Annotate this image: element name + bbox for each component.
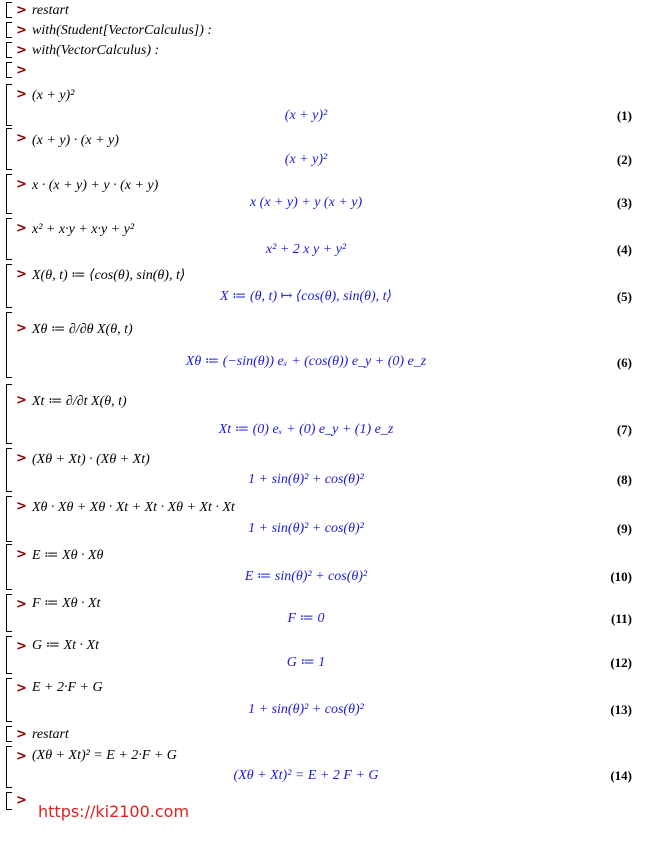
equation-label: (6) xyxy=(616,355,632,370)
prompt-icon: > xyxy=(16,597,27,612)
output-line: Xθ ≔ (−sin(θ)) eₓ + (cos(θ)) e_y + (0) e_z xyxy=(185,354,427,369)
input-line[interactable]: Xt ≔ ∂/∂t X(θ, t) xyxy=(32,394,127,409)
group-bracket xyxy=(6,726,12,742)
prompt-icon: > xyxy=(16,547,27,562)
input-line[interactable]: E + 2·F + G xyxy=(32,680,103,695)
exec-group-9[interactable] xyxy=(6,264,636,308)
group-bracket xyxy=(6,42,12,58)
output-line: x (x + y) + y (x + y) xyxy=(249,195,363,210)
prompt-icon: > xyxy=(16,3,27,18)
output-line: F ≔ 0 xyxy=(287,611,325,626)
prompt-icon: > xyxy=(16,639,27,654)
input-line[interactable]: (x + y) · (x + y) xyxy=(32,133,119,148)
equation-label: (12) xyxy=(610,655,632,670)
output-line: 1 + sin(θ)² + cos(θ)² xyxy=(248,521,364,536)
equation-label: (8) xyxy=(616,472,632,487)
prompt-icon: > xyxy=(16,23,27,38)
equation-label: (4) xyxy=(616,242,632,257)
exec-group-13[interactable] xyxy=(6,496,636,542)
prompt-icon: > xyxy=(16,63,27,78)
group-bracket xyxy=(6,2,12,18)
exec-group-3[interactable] xyxy=(6,42,636,58)
output-line: E ≔ sin(θ)² + cos(θ)² xyxy=(244,569,368,584)
exec-group-11[interactable] xyxy=(6,384,636,444)
prompt-icon: > xyxy=(16,681,27,696)
exec-group-5[interactable] xyxy=(6,84,636,126)
output-line: (x + y)² xyxy=(284,108,328,123)
equation-label: (1) xyxy=(616,108,632,123)
input-line[interactable]: (Xθ + Xt)² = E + 2·F + G xyxy=(32,748,177,763)
watermark-link[interactable]: https://ki2100.com xyxy=(38,802,190,821)
exec-group-6[interactable] xyxy=(6,128,636,170)
prompt-icon: > xyxy=(16,793,27,808)
exec-group-2[interactable] xyxy=(6,22,636,38)
output-line: x² + 2 x y + y² xyxy=(265,242,347,257)
exec-group-4[interactable] xyxy=(6,62,636,78)
group-bracket xyxy=(6,792,12,810)
prompt-icon: > xyxy=(16,221,27,236)
equation-label: (10) xyxy=(610,569,632,584)
equation-label: (14) xyxy=(610,768,632,783)
input-line[interactable]: restart xyxy=(32,727,69,742)
prompt-icon: > xyxy=(16,267,27,282)
input-line[interactable]: x² + x·y + x·y + y² xyxy=(32,222,135,237)
equation-label: (11) xyxy=(611,611,632,626)
output-line: X ≔ (θ, t) ↦ ⟨cos(θ), sin(θ), t⟩ xyxy=(219,289,393,304)
prompt-icon: > xyxy=(16,749,27,764)
input-line[interactable]: G ≔ Xt · Xt xyxy=(32,638,99,653)
exec-group-17[interactable] xyxy=(6,678,636,722)
prompt-icon: > xyxy=(16,499,27,514)
input-line[interactable]: (x + y)² xyxy=(32,88,75,103)
input-line[interactable]: with(Student[VectorCalculus]) : xyxy=(32,23,213,38)
exec-group-14[interactable] xyxy=(6,544,636,590)
exec-group-1[interactable] xyxy=(6,2,636,18)
input-line[interactable]: with(VectorCalculus) : xyxy=(32,43,160,58)
group-bracket xyxy=(6,62,12,78)
equation-label: (7) xyxy=(616,422,632,437)
exec-group-19[interactable] xyxy=(6,746,636,788)
exec-group-7[interactable] xyxy=(6,174,636,214)
output-line: 1 + sin(θ)² + cos(θ)² xyxy=(248,472,364,487)
equation-label: (5) xyxy=(616,289,632,304)
equation-label: (13) xyxy=(610,702,632,717)
equation-label: (9) xyxy=(616,521,632,536)
input-line[interactable]: restart xyxy=(32,3,69,18)
output-line: (x + y)² xyxy=(284,152,328,167)
exec-group-16[interactable] xyxy=(6,636,636,674)
output-line: Xt ≔ (0) eₓ + (0) e_y + (1) e_z xyxy=(218,422,394,437)
prompt-icon: > xyxy=(16,321,27,336)
prompt-icon: > xyxy=(16,43,27,58)
input-line[interactable]: (Xθ + Xt) · (Xθ + Xt) xyxy=(32,452,150,467)
equation-label: (2) xyxy=(616,152,632,167)
prompt-icon: > xyxy=(16,393,27,408)
exec-group-15[interactable] xyxy=(6,594,636,632)
exec-group-10[interactable] xyxy=(6,312,636,378)
input-line[interactable]: Xθ ≔ ∂/∂θ X(θ, t) xyxy=(32,322,133,337)
exec-group-18[interactable] xyxy=(6,726,636,742)
prompt-icon: > xyxy=(16,131,27,146)
input-line[interactable]: x · (x + y) + y · (x + y) xyxy=(32,178,159,193)
equation-label: (3) xyxy=(616,195,632,210)
output-line: G ≔ 1 xyxy=(286,655,326,670)
input-line[interactable]: X(θ, t) ≔ ⟨cos(θ), sin(θ), t⟩ xyxy=(32,268,186,283)
exec-group-12[interactable] xyxy=(6,448,636,492)
prompt-icon: > xyxy=(16,727,27,742)
prompt-icon: > xyxy=(16,451,27,466)
input-line[interactable]: Xθ · Xθ + Xθ · Xt + Xt · Xθ + Xt · Xt xyxy=(32,500,235,515)
output-line: (Xθ + Xt)² = E + 2 F + G xyxy=(233,768,379,783)
exec-group-8[interactable] xyxy=(6,218,636,260)
group-bracket xyxy=(6,22,12,38)
output-line: 1 + sin(θ)² + cos(θ)² xyxy=(248,702,364,717)
prompt-icon: > xyxy=(16,177,27,192)
prompt-icon: > xyxy=(16,87,27,102)
input-line[interactable]: E ≔ Xθ · Xθ xyxy=(32,548,104,563)
input-line[interactable]: F ≔ Xθ · Xt xyxy=(32,596,101,611)
